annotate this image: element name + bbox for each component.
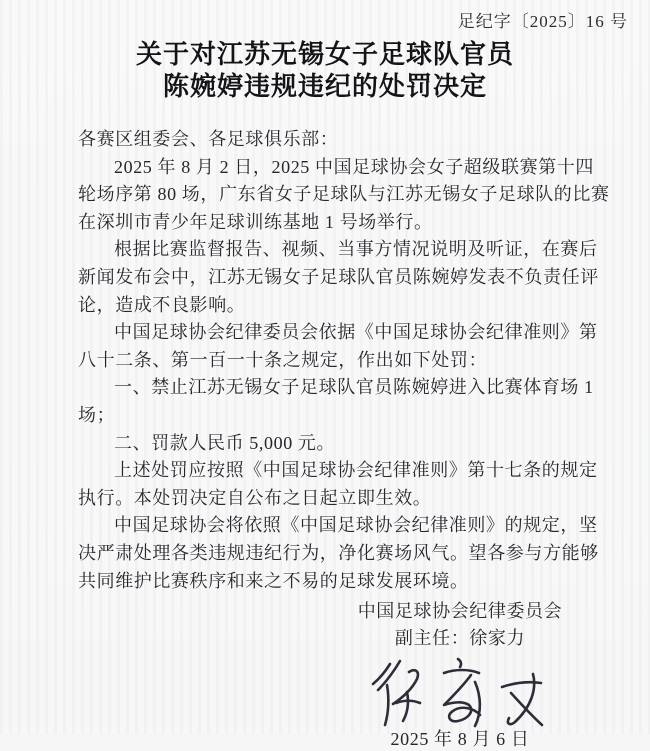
salutation: 各赛区组委会、各足球俱乐部： (78, 129, 339, 149)
body-paragraph: 二、罚款人民币 5,000 元。 (114, 432, 336, 453)
body-paragraph: 一、禁止江苏无锡女子足球队官员陈婉婷进入比赛体育场 1 场； (78, 377, 594, 425)
body-paragraph: 根据比赛监督报告、视频、当事方情况说明及听证，在赛后新闻发布会中，江苏无锡女子足球队官员陈婉婷发表不负责任评论，造成不良影响。 (78, 239, 599, 315)
body-paragraphs (78, 154, 612, 596)
issuing-organization: 中国足球协会纪律委员会 (357, 601, 563, 622)
document-number: 足纪字〔2025〕16 号 (457, 12, 628, 31)
signoff-block (330, 598, 590, 751)
body-paragraph: 上述处罚应按照《中国足球协会纪律准则》第十七条的规定执行。本处罚决定自公布之日起立即生效。 (78, 460, 598, 508)
document-date: 2025 年 8 月 6 日 (390, 729, 530, 750)
document-body (0, 126, 650, 595)
body-paragraph: 中国足球协会将依照《中国足球协会纪律准则》的规定，坚决严肃处理各类违规违纪行为，净化赛场风气。望各参与方能够共同维护比赛秩序和来之不易的足球发展环境。 (78, 515, 599, 591)
document-title (0, 39, 650, 103)
document-title-line1: 关于对江苏无锡女子足球队官员 (135, 40, 514, 69)
body-paragraph: 2025 年 8 月 2 日，2025 中国足球协会女子超级联赛第十四轮场序第 80 场，广东省女子足球队与江苏无锡女子足球队的比赛在深圳市青少年足球训练基地 1 号场举行。 (78, 156, 610, 232)
handwritten-signature (330, 653, 590, 729)
body-paragraph: 中国足球协会纪律委员会依据《中国足球协会纪律准则》第八十二条、第一百一十条之规定，作出如下处罚： (78, 322, 598, 370)
document-title-line2: 陈婉婷违规违纪的处罚决定 (162, 72, 487, 101)
signer-title-name: 副主任：徐家力 (394, 628, 526, 649)
signature-ink-strokes (362, 654, 558, 728)
